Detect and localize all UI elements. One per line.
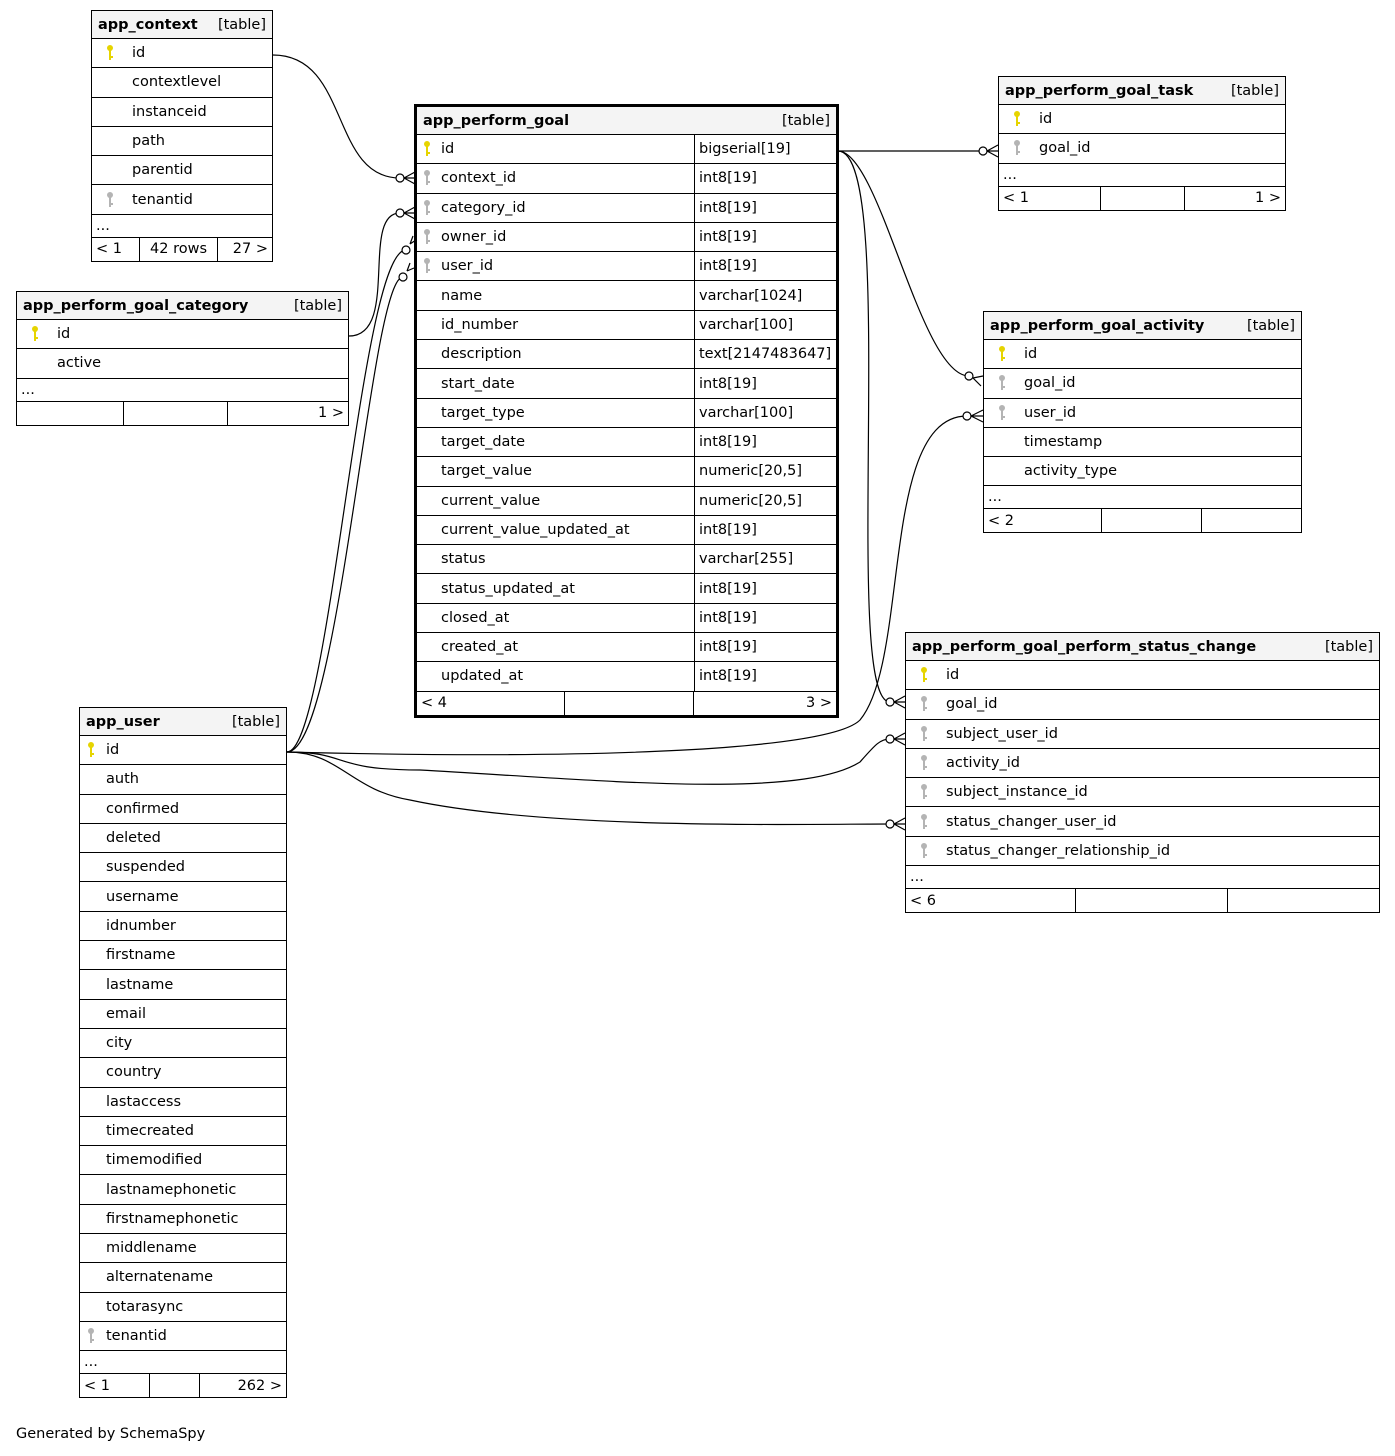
- column-row[interactable]: [80, 1322, 286, 1351]
- column-type: int8[19]: [694, 516, 836, 544]
- more-columns-indicator[interactable]: ...: [999, 163, 1285, 187]
- key-icon: [92, 44, 128, 62]
- column-row[interactable]: [92, 156, 272, 185]
- table-footer: [417, 692, 836, 715]
- column-name: path: [132, 133, 165, 150]
- column-name: confirmed: [106, 800, 180, 817]
- column-type: int8[19]: [694, 633, 836, 661]
- column-row[interactable]: [417, 662, 836, 691]
- parents-count[interactable]: < 2: [988, 512, 1014, 529]
- column-row[interactable]: [80, 1117, 286, 1146]
- column-name: start_date: [441, 375, 515, 392]
- column-row[interactable]: [80, 1263, 286, 1292]
- column-name: status: [441, 551, 486, 568]
- column-row[interactable]: [17, 349, 348, 378]
- column-row[interactable]: [80, 882, 286, 911]
- column-row[interactable]: [80, 1029, 286, 1058]
- key-icon: [906, 666, 942, 684]
- column-row[interactable]: [984, 428, 1301, 457]
- column-row[interactable]: [417, 399, 836, 428]
- column-name: context_id: [441, 170, 517, 187]
- column-row[interactable]: [417, 252, 836, 281]
- children-count[interactable]: [1227, 889, 1379, 912]
- column-row[interactable]: [80, 1088, 286, 1117]
- parents-count[interactable]: [17, 402, 123, 425]
- table-name: app_context: [98, 16, 198, 33]
- column-name: subject_instance_id: [946, 784, 1088, 801]
- more-columns-indicator[interactable]: ...: [984, 485, 1301, 509]
- edge-user-changer: [287, 752, 890, 824]
- row-count: [1075, 889, 1227, 912]
- table-name: app_perform_goal_task: [1005, 82, 1194, 99]
- column-row[interactable]: [17, 320, 348, 349]
- column-name: id: [1039, 111, 1053, 128]
- column-row[interactable]: [906, 778, 1379, 807]
- column-type: bigserial[19]: [694, 135, 836, 163]
- column-name: lastname: [106, 976, 174, 993]
- column-name: lastaccess: [106, 1093, 182, 1110]
- column-name: alternatename: [106, 1269, 214, 1286]
- table-footer: [17, 402, 348, 425]
- key-icon: [17, 325, 53, 343]
- parents-count[interactable]: < 6: [910, 892, 936, 909]
- table-header[interactable]: [92, 11, 272, 39]
- table-app-perform-goal-task[interactable]: [998, 76, 1286, 211]
- column-row[interactable]: [417, 164, 836, 193]
- column-name: id_number: [441, 316, 519, 333]
- column-row[interactable]: [417, 311, 836, 340]
- generated-by-credit: Generated by SchemaSpy: [16, 1426, 206, 1442]
- foreign-key-icon: [984, 404, 1020, 422]
- key-icon: [417, 140, 437, 158]
- table-type: [table]: [1230, 82, 1279, 99]
- edge-goal-statuschange: [838, 151, 890, 702]
- column-row[interactable]: [417, 281, 836, 310]
- table-type: [table]: [1246, 317, 1295, 334]
- column-name: auth: [106, 771, 139, 788]
- column-row[interactable]: [417, 516, 836, 545]
- column-name: contextlevel: [132, 74, 222, 91]
- column-name: tenantid: [106, 1328, 167, 1345]
- column-row[interactable]: [80, 1175, 286, 1204]
- column-name: activity_id: [946, 755, 1020, 772]
- column-name: id: [57, 326, 71, 343]
- column-type: varchar[100]: [694, 399, 836, 427]
- table-name: app_perform_goal: [423, 112, 570, 129]
- column-row[interactable]: [999, 134, 1285, 163]
- table-header[interactable]: [984, 312, 1301, 340]
- column-row[interactable]: [906, 749, 1379, 778]
- table-app-perform-goal-activity[interactable]: [983, 311, 1302, 533]
- foreign-key-icon: [80, 1327, 102, 1345]
- table-app-perform-goal-perform-status-change[interactable]: [905, 632, 1380, 913]
- column-type: numeric[20,5]: [694, 457, 836, 485]
- foreign-key-icon: [417, 169, 437, 187]
- column-name: id: [1024, 346, 1038, 363]
- foreign-key-icon: [92, 191, 128, 209]
- column-row[interactable]: [984, 399, 1301, 428]
- column-name: middlename: [106, 1240, 197, 1257]
- column-type: text[2147483647]: [694, 340, 836, 368]
- foreign-key-icon: [417, 228, 437, 246]
- row-count: [123, 402, 227, 425]
- foreign-key-icon: [906, 842, 942, 860]
- table-type: [table]: [217, 16, 266, 33]
- table-name: app_perform_goal_activity: [990, 317, 1205, 334]
- children-count[interactable]: 1 >: [227, 402, 348, 425]
- column-name: updated_at: [441, 668, 524, 685]
- column-row[interactable]: [984, 369, 1301, 398]
- column-row[interactable]: [906, 837, 1379, 866]
- key-icon: [984, 345, 1020, 363]
- column-row[interactable]: [80, 941, 286, 970]
- table-header[interactable]: [999, 77, 1285, 105]
- column-name: instanceid: [132, 103, 207, 120]
- row-count: [1100, 187, 1184, 210]
- column-name: goal_id: [946, 696, 998, 713]
- column-name: target_date: [441, 434, 526, 451]
- parents-count[interactable]: < 1: [84, 1377, 110, 1394]
- column-name: country: [106, 1064, 162, 1081]
- column-name: created_at: [441, 639, 519, 656]
- column-type: int8[19]: [694, 369, 836, 397]
- column-name: target_value: [441, 463, 532, 480]
- column-row[interactable]: [417, 574, 836, 603]
- table-header[interactable]: [80, 708, 286, 736]
- column-type: varchar[100]: [694, 311, 836, 339]
- column-name: target_type: [441, 404, 525, 421]
- column-name: goal_id: [1024, 375, 1076, 392]
- column-row[interactable]: [417, 604, 836, 633]
- column-name: subject_user_id: [946, 725, 1058, 742]
- key-icon: [80, 741, 102, 759]
- column-row[interactable]: [80, 795, 286, 824]
- column-name: user_id: [1024, 404, 1077, 421]
- parents-count[interactable]: < 4: [421, 695, 447, 712]
- column-name: owner_id: [441, 229, 507, 246]
- table-app-perform-goal-category[interactable]: [16, 291, 349, 426]
- column-row[interactable]: [417, 194, 836, 223]
- edge-user-subject: [287, 739, 890, 784]
- column-name: goal_id: [1039, 140, 1091, 157]
- parents-count[interactable]: < 1: [1003, 190, 1029, 207]
- table-name: app_perform_goal_perform_status_change: [912, 638, 1257, 655]
- more-columns-indicator[interactable]: ...: [906, 865, 1379, 889]
- column-name: city: [106, 1035, 133, 1052]
- table-type: [table]: [293, 297, 342, 314]
- column-name: id: [132, 45, 146, 62]
- children-count[interactable]: 1 >: [1184, 187, 1285, 210]
- column-name: deleted: [106, 830, 161, 847]
- column-row[interactable]: [999, 105, 1285, 134]
- edge-category-goal: [349, 213, 400, 336]
- column-name: status_updated_at: [441, 580, 575, 597]
- column-name: email: [106, 1005, 146, 1022]
- table-app-user[interactable]: [79, 707, 287, 1398]
- more-columns-indicator[interactable]: ...: [80, 1350, 286, 1374]
- column-name: lastnamephonetic: [106, 1181, 237, 1198]
- column-row[interactable]: [80, 765, 286, 794]
- foreign-key-icon: [906, 754, 942, 772]
- column-type: int8[19]: [694, 223, 836, 251]
- column-row[interactable]: [92, 185, 272, 214]
- foreign-key-icon: [906, 725, 942, 743]
- column-name: name: [441, 287, 483, 304]
- edge-goal-activity: [838, 151, 969, 376]
- column-name: user_id: [441, 258, 494, 275]
- row-count: [564, 692, 693, 715]
- column-name: parentid: [132, 162, 193, 179]
- column-row[interactable]: [80, 853, 286, 882]
- column-name: timecreated: [106, 1123, 194, 1139]
- column-row[interactable]: [80, 1293, 286, 1322]
- column-name: totarasync: [106, 1298, 184, 1315]
- foreign-key-icon: [417, 257, 437, 275]
- column-type: int8[19]: [694, 662, 836, 690]
- column-type: int8[19]: [694, 164, 836, 192]
- column-name: status_changer_relationship_id: [946, 842, 1171, 859]
- key-icon: [999, 110, 1035, 128]
- children-count[interactable]: 262 >: [199, 1374, 286, 1397]
- column-row[interactable]: [417, 457, 836, 486]
- column-name: id: [946, 667, 960, 684]
- column-name: current_value_updated_at: [441, 522, 630, 538]
- column-row[interactable]: [92, 39, 272, 68]
- children-count[interactable]: [1201, 509, 1301, 532]
- row-count: [1101, 509, 1201, 532]
- row-count: [149, 1374, 199, 1397]
- foreign-key-icon: [999, 139, 1035, 157]
- column-name: id: [441, 141, 455, 158]
- table-footer: [906, 889, 1379, 912]
- column-name: firstname: [106, 947, 176, 964]
- column-row[interactable]: [80, 1058, 286, 1087]
- column-type: int8[19]: [694, 194, 836, 222]
- column-row[interactable]: [80, 912, 286, 941]
- table-app-perform-goal[interactable]: [414, 104, 839, 718]
- column-row[interactable]: [80, 824, 286, 853]
- column-name: timestamp: [1024, 434, 1103, 451]
- table-footer: [999, 187, 1285, 210]
- column-type: varchar[1024]: [694, 281, 836, 309]
- column-row[interactable]: [984, 457, 1301, 486]
- children-count[interactable]: 3 >: [693, 692, 836, 715]
- column-name: timemodified: [106, 1152, 203, 1169]
- table-footer: [984, 509, 1301, 532]
- table-name: app_user: [86, 713, 160, 730]
- table-header[interactable]: [417, 107, 836, 135]
- table-type: [table]: [231, 713, 280, 730]
- foreign-key-icon: [417, 199, 437, 217]
- column-name: category_id: [441, 199, 526, 216]
- column-row[interactable]: [417, 135, 836, 164]
- column-name: idnumber: [106, 917, 176, 934]
- row-count: 42 rows: [139, 238, 216, 261]
- column-row[interactable]: [80, 970, 286, 999]
- column-type: varchar[255]: [694, 545, 836, 573]
- table-header[interactable]: [17, 292, 348, 320]
- column-row[interactable]: [984, 340, 1301, 369]
- column-row[interactable]: [80, 1234, 286, 1263]
- column-type: int8[19]: [694, 574, 836, 602]
- column-name: current_value: [441, 492, 541, 509]
- column-row[interactable]: [906, 720, 1379, 749]
- table-footer: [92, 238, 272, 261]
- children-count[interactable]: 27 >: [217, 238, 272, 261]
- table-type: [table]: [1324, 638, 1373, 655]
- more-columns-indicator[interactable]: ...: [17, 378, 348, 402]
- column-name: active: [57, 355, 102, 372]
- table-name: app_perform_goal_category: [23, 297, 249, 314]
- column-row[interactable]: [80, 1205, 286, 1234]
- column-type: int8[19]: [694, 428, 836, 456]
- column-row[interactable]: [417, 340, 836, 369]
- column-row[interactable]: [906, 807, 1379, 836]
- column-row[interactable]: [417, 487, 836, 516]
- table-footer: [80, 1374, 286, 1397]
- column-row[interactable]: [417, 369, 836, 398]
- edge-context-goal: [273, 55, 400, 178]
- column-row[interactable]: [417, 633, 836, 662]
- column-row[interactable]: [92, 68, 272, 97]
- column-name: username: [106, 888, 179, 905]
- foreign-key-icon: [984, 374, 1020, 392]
- column-row[interactable]: [417, 545, 836, 574]
- column-type: int8[19]: [694, 604, 836, 632]
- column-type: numeric[20,5]: [694, 487, 836, 515]
- foreign-key-icon: [906, 783, 942, 801]
- column-row[interactable]: [80, 1146, 286, 1175]
- table-type: [table]: [781, 112, 830, 129]
- foreign-key-icon: [906, 695, 942, 713]
- column-name: description: [441, 346, 522, 363]
- parents-count[interactable]: < 1: [96, 241, 122, 258]
- column-name: id: [106, 742, 120, 759]
- table-header[interactable]: [906, 633, 1379, 661]
- column-row[interactable]: [906, 661, 1379, 690]
- column-row[interactable]: [906, 690, 1379, 719]
- column-row[interactable]: [80, 1000, 286, 1029]
- column-name: status_changer_user_id: [946, 813, 1117, 830]
- more-columns-indicator[interactable]: ...: [92, 214, 272, 238]
- column-row[interactable]: [417, 428, 836, 457]
- column-row[interactable]: [92, 127, 272, 156]
- column-row[interactable]: [417, 223, 836, 252]
- column-type: int8[19]: [694, 252, 836, 280]
- column-row[interactable]: [80, 736, 286, 765]
- column-name: closed_at: [441, 609, 510, 626]
- foreign-key-icon: [906, 813, 942, 831]
- column-name: suspended: [106, 859, 185, 876]
- column-name: tenantid: [132, 191, 193, 208]
- table-app-context[interactable]: [91, 10, 273, 262]
- column-row[interactable]: [92, 98, 272, 127]
- column-name: activity_type: [1024, 463, 1118, 480]
- column-name: firstnamephonetic: [106, 1210, 239, 1227]
